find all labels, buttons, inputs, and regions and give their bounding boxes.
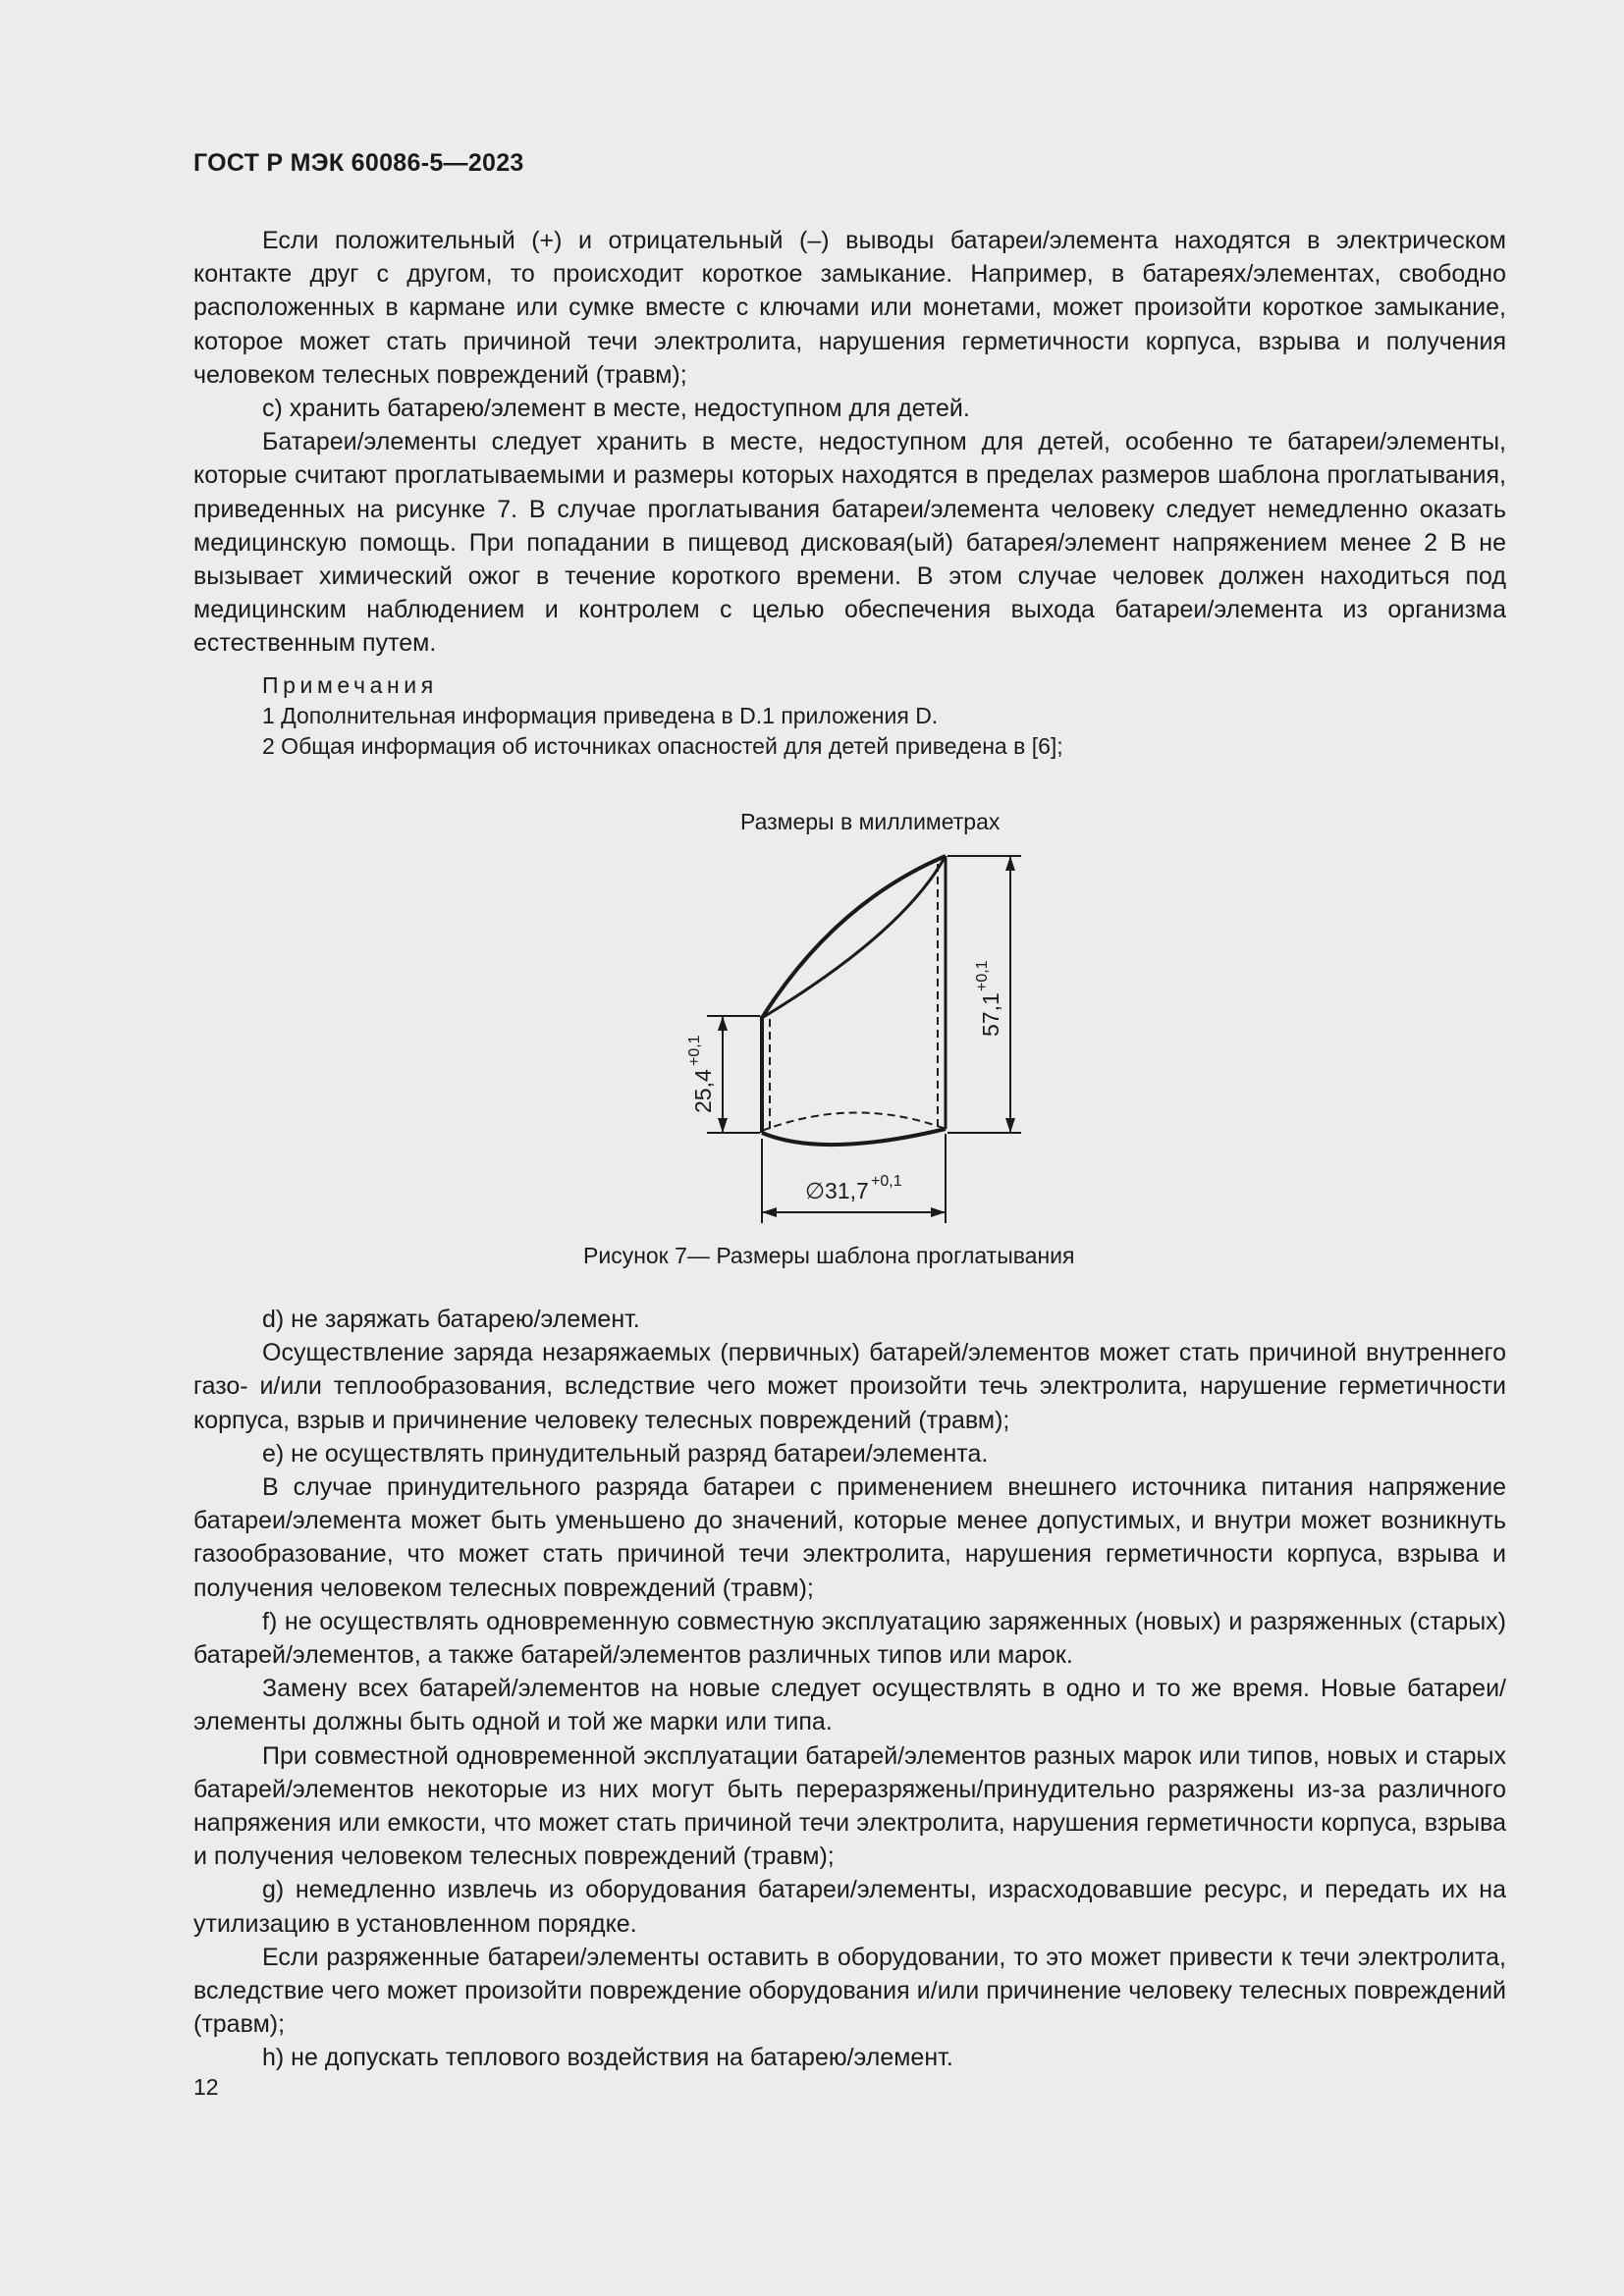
note-item-1: 1 Дополнительная информация приведена в D.1 приложения D.	[262, 703, 939, 728]
bottom-text-block	[193, 1303, 1506, 2075]
list-item-c: c) хранить батарею/элемент в месте, недоступном для детей.	[262, 395, 970, 423]
notes-block	[262, 670, 1063, 762]
template-hidden-base	[762, 1112, 946, 1131]
svg-text:57,1: 57,1	[978, 992, 1003, 1037]
dim-label-tall-height	[974, 960, 1003, 1037]
list-item-d: d) не заряжать батарею/элемент.	[262, 1306, 640, 1333]
paragraph-forced-discharge: В случае принудительного разряда батареи с применением внешнего источника питания напряжение батареи/элемента может быть уменьшено до значений, которые менее допустимых, и внутри может возникнуть газообразование, что может стать причиной течи электролита, нарушения герметичности корпуса, взрыва и получения человеком телесных повреждений (травм);	[193, 1473, 1506, 1602]
dim-label-diameter	[805, 1173, 902, 1203]
dim-label-short-height	[686, 1035, 716, 1113]
svg-text:∅31,7: ∅31,7	[805, 1178, 869, 1203]
paragraph-replacement: Замену всех батарей/элементов на новые следует осуществлять в одно и то же время. Новые батареи/элементы должны быть одной и той же марки или типа.	[193, 1675, 1506, 1736]
paragraph-charging: Осуществление заряда незаряжаемых (первичных) батарей/элементов может стать причиной внутреннего газо- и/или теплообразования, вследствие чего может произойти течь электролита, нарушение герметичности корпуса, взрыв и причинение человеку телесных повреждений (травм);	[193, 1339, 1506, 1434]
svg-text:+0,1: +0,1	[974, 960, 991, 991]
note-item-2: 2 Общая информация об источниках опасностей для детей приведена в [6];	[262, 733, 1063, 759]
list-item-g: g) немедленно извлечь из оборудования батареи/элементы, израсходовавшие ресурс, и передать их на утилизацию в установленном порядке.	[193, 1876, 1506, 1938]
template-base-front	[762, 1129, 946, 1145]
template-top-inner	[762, 856, 946, 1018]
paragraph-short-circuit: Если положительный (+) и отрицательный (–) выводы батареи/элемента находятся в электрическом контакте друг с другом, то происходит короткое замыкание. Например, в батареях/элементах, свободно расположенных в кармане или сумке вместе с ключами или монетами, может произойти короткое замыкание, которое может стать причиной течи электролита, нарушения герметичности корпуса, взрыва и получения человеком телесных повреждений (травм);	[193, 227, 1506, 389]
figure-caption: Рисунок 7— Размеры шаблона проглатывания	[583, 1243, 1075, 1268]
svg-text:25,4: 25,4	[690, 1069, 716, 1113]
paragraph-depleted: Если разряженные батареи/элементы оставить в оборудовании, то это может привести к течи электролита, вследствие чего может произойти повреждение оборудования и/или причинение человеку телесных повреждений (травм);	[193, 1943, 1506, 2039]
swallow-template-figure	[668, 844, 1041, 1237]
paragraph-mixed-use: При совместной одновременной эксплуатации батарей/элементов разных марок или типов, новых и старых батарей/элементов некоторые из них могут быть переразряжены/принудительно разряжены из-за различного напряжения или емкости, что может стать причиной течи электролита, нарушения герметичности корпуса, взрыва и получения человеком телесных повреждений (травм);	[193, 1741, 1506, 1871]
figure-units-label: Размеры в миллиметрах	[740, 809, 1001, 834]
notes-title: Примечания	[262, 672, 438, 698]
list-item-h: h) не допускать теплового воздействия на батарею/элемент.	[262, 2044, 953, 2072]
list-item-e: e) не осуществлять принудительный разряд батареи/элемента.	[262, 1439, 989, 1468]
template-top-outer	[762, 856, 946, 1018]
document-header: ГОСТ Р МЭК 60086-5—2023	[193, 149, 524, 177]
top-text-block	[193, 224, 1506, 661]
page-number: 12	[193, 2074, 219, 2100]
svg-text:+0,1: +0,1	[871, 1173, 902, 1190]
svg-text:+0,1: +0,1	[686, 1035, 703, 1066]
list-item-f: f) не осуществлять одновременную совместную эксплуатацию заряженных (новых) и разряженных (старых) батарей/элементов, а также батарей/элементов различных типов или марок.	[193, 1607, 1506, 1670]
paragraph-children: Батареи/элементы следует хранить в месте, недоступном для детей, особенно те батареи/элементы, которые считают проглатываемыми и размеры которых находятся в пределах размеров шаблона проглатывания, приведенных на рисунке 7. В случае проглатывания батареи/элемента человеку следует немедленно оказать медицинскую помощь. При попадании в пищевод дисковая(ый) батарея/элемент напряжением менее 2 В не вызывает химический ожог в течение короткого времени. В этом случае человек должен находиться под медицинским наблюдением и контролем с целью обеспечения выхода батареи/элемента из организма естественным путем.	[193, 428, 1506, 658]
